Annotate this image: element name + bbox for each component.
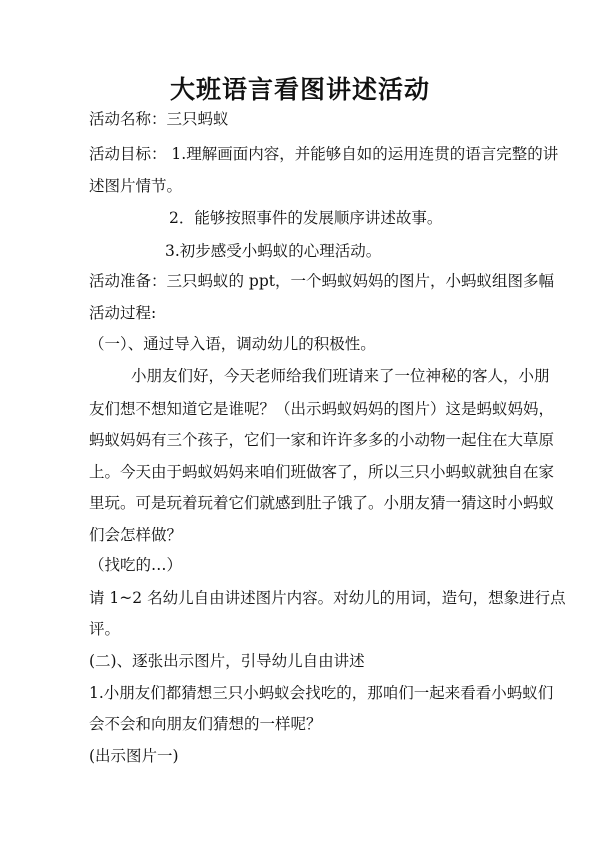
activity-goal-3: 3.初步感受小蚂蚁的心理活动。 [165, 242, 382, 260]
section-2-heading: (二)、逐张出示图片，引导幼儿自由讲述 [89, 652, 365, 670]
paragraph-line: 小朋友们好，今天老师给我们班请来了一位神秘的客人，小朋 [131, 367, 550, 385]
find-food-line: （找吃的…） [89, 556, 183, 574]
show-picture-line: (出示图片一) [89, 747, 179, 765]
document-title: 大班语言看图讲述活动 [169, 75, 430, 104]
paragraph-line: 里玩。可是玩着玩着它们就感到肚子饿了。小朋友猜一猜这时小蚂蚁 [89, 494, 555, 512]
paragraph-line: 们会怎样做？ [89, 526, 183, 544]
paragraph-line: 会不会和向朋友们猜想的一样呢？ [89, 715, 322, 733]
activity-goal-line-cont: 述图片情节。 [89, 177, 183, 195]
activity-goal-2: 2．能够按照事件的发展顺序讲述故事。 [169, 209, 443, 227]
paragraph-line: 蚂蚁妈妈有三个孩子，它们一家和许许多多的小动物一起住在大草原 [89, 431, 555, 449]
section-1-heading: （一）、通过导入语，调动幼儿的积极性。 [89, 335, 376, 353]
paragraph-line: 评。 [89, 620, 121, 638]
paragraph-line: 友们想不想知道它是谁呢？（出示蚂蚁妈妈的图片）这是蚂蚁妈妈， [89, 400, 555, 418]
activity-prep-line: 活动准备：三只蚂蚁的 ppt，一个蚂蚁妈妈的图片，小蚂蚁组图多幅 [89, 272, 555, 290]
paragraph-line: 请 1~2 名幼儿自由讲述图片内容。对幼儿的用词，造句，想象进行点 [89, 589, 566, 607]
activity-name-line: 活动名称：三只蚂蚁 [89, 110, 229, 128]
activity-goal-line: 活动目标： 1.理解画面内容，并能够自如的运用连贯的语言完整的讲 [89, 145, 559, 163]
paragraph-line: 上。今天由于蚂蚁妈妈来咱们班做客了，所以三只小蚂蚁就独自在家 [89, 463, 555, 481]
activity-process-heading: 活动过程: [89, 304, 157, 322]
paragraph-line: 1.小朋友们都猜想三只小蚂蚁会找吃的，那咱们一起来看看小蚂蚁们 [89, 684, 554, 702]
